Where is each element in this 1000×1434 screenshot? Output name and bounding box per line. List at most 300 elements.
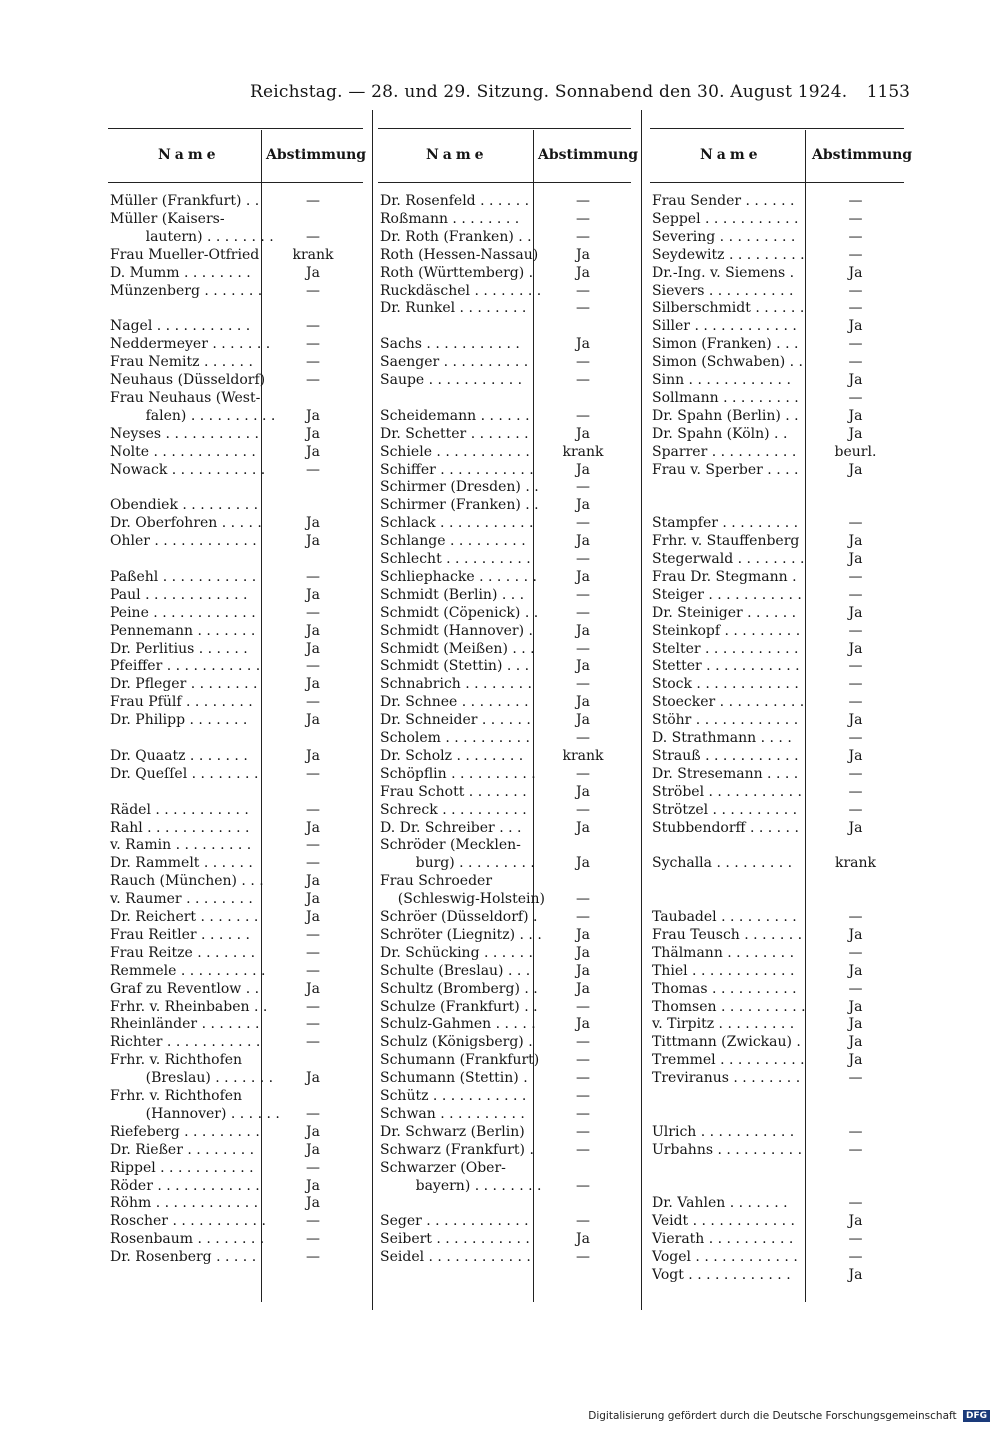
vote-value: — [576, 372, 590, 388]
vote-value: — [576, 909, 590, 925]
list-item [108, 299, 363, 317]
member-name: Tremmel . . . . . . . . . . [652, 1052, 805, 1069]
member-name: Urbahns . . . . . . . . . . [652, 1141, 803, 1158]
list-item [108, 407, 363, 425]
list-item [650, 711, 904, 729]
member-name: Rädel . . . . . . . . . . . [110, 801, 249, 818]
member-name: Scholem . . . . . . . . . . [380, 730, 530, 746]
member-name: Dr. Philipp . . . . . . . [110, 712, 248, 729]
vote-value: — [306, 926, 320, 943]
list-item [108, 192, 363, 210]
vote-value: Ja [576, 694, 590, 711]
list-item [650, 1248, 904, 1266]
list-item [378, 1248, 631, 1266]
list-item [108, 604, 363, 622]
vote-value: — [306, 336, 320, 353]
column-divider [372, 110, 373, 1310]
member-name: Schreck . . . . . . . . . . [380, 801, 527, 818]
vote-value: Ja [306, 873, 320, 890]
member-name: Schirmer (Franken) . . [380, 497, 539, 514]
vote-value: Ja [848, 461, 863, 478]
list-item [378, 819, 631, 837]
list-item [378, 532, 631, 550]
member-name: Dr. Roth (Franken) . . [380, 228, 532, 245]
list-item [650, 568, 904, 586]
member-name: D. Mumm . . . . . . . . [110, 264, 251, 281]
vote-value: Ja [306, 1123, 320, 1140]
member-name: Roth (Hessen-Nassau) [380, 246, 539, 263]
list-item [650, 228, 904, 246]
member-name: Dr. Rießer . . . . . . . . [110, 1141, 255, 1158]
vote-value: Ja [576, 980, 590, 997]
list-item [650, 747, 904, 765]
list-item [108, 622, 363, 640]
member-name: Schröer (Düsseldorf) . [380, 909, 538, 925]
member-name: D. Dr. Schreiber . . . [380, 819, 522, 836]
vote-value: Ja [306, 712, 320, 729]
list-item [650, 407, 904, 425]
member-name: Neddermeyer . . . . . . . [110, 336, 271, 353]
member-name: (Breslau) . . . . . . . [110, 1070, 274, 1087]
vote-value: — [848, 389, 863, 406]
list-item [108, 640, 363, 658]
list-item [650, 1212, 904, 1230]
member-name: Schultz (Bromberg) . . [380, 980, 538, 997]
member-name: Seydewitz . . . . . . . . . [652, 246, 805, 263]
list-item [108, 443, 363, 461]
list-item [378, 1105, 631, 1123]
member-name: Stelter . . . . . . . . . . . [652, 640, 799, 657]
member-name: Veidt . . . . . . . . . . . . [652, 1213, 795, 1230]
member-name: Frau Pfülf . . . . . . . . [110, 694, 253, 711]
list-item [108, 1159, 363, 1177]
list-item [378, 836, 631, 854]
list-item [378, 854, 631, 872]
vote-value: — [576, 1052, 590, 1069]
list-item [108, 1069, 363, 1087]
vote-value: krank [562, 747, 604, 764]
vote-value: — [576, 1177, 590, 1194]
member-name: Frau Neuhaus (West- [110, 389, 261, 406]
column-divider [641, 110, 642, 1310]
vote-value: Ja [576, 425, 590, 442]
vote-value: Ja [848, 1052, 863, 1069]
list-item [108, 944, 363, 962]
vote-value: — [576, 1034, 590, 1051]
member-name: Schiele . . . . . . . . . . . [380, 443, 530, 460]
list-item [650, 371, 904, 389]
list-item [650, 1033, 904, 1051]
vote-value: — [576, 586, 590, 603]
vote-value: — [576, 1141, 590, 1158]
member-name: Pennemann . . . . . . . [110, 622, 256, 639]
list-item [650, 872, 904, 890]
member-name: Vogt . . . . . . . . . . . . [652, 1267, 791, 1283]
member-name: Dr. Stresemann . . . . [652, 765, 799, 782]
vote-value: — [306, 1249, 320, 1266]
column-rule [108, 128, 363, 129]
vote-value: — [848, 336, 863, 353]
list-item [108, 675, 363, 693]
vote-value: — [306, 282, 320, 299]
member-name: Ohler . . . . . . . . . . . . [110, 533, 257, 550]
vote-value: — [848, 980, 863, 997]
vote-value: Ja [306, 640, 320, 657]
list-item [108, 765, 363, 783]
member-name: Schmidt (Hannover) . [380, 622, 533, 639]
list-item [650, 926, 904, 944]
member-name: Nowack . . . . . . . . . . . [110, 461, 266, 478]
list-item [650, 783, 904, 801]
list-item [108, 550, 363, 568]
list-item [378, 335, 631, 353]
vote-value: — [306, 193, 320, 209]
list-item [650, 532, 904, 550]
vote-value: Ja [576, 568, 590, 585]
list-item [378, 478, 631, 496]
column-header-row [378, 130, 639, 183]
list-item [108, 1248, 363, 1266]
member-name: Strauß . . . . . . . . . . . [652, 747, 799, 764]
vote-value: — [848, 210, 863, 227]
list-item [650, 210, 904, 228]
list-item [108, 1123, 363, 1141]
member-name: Sachs . . . . . . . . . . . [380, 336, 520, 353]
vote-value: — [576, 551, 590, 567]
list-item [108, 568, 363, 586]
list-item [650, 443, 904, 461]
list-item [108, 657, 363, 675]
member-name: Thomas . . . . . . . . . . [652, 980, 797, 997]
vote-value: Ja [848, 407, 863, 424]
list-item [378, 550, 631, 568]
vote-value: Ja [576, 819, 590, 836]
member-name: Schlack . . . . . . . . . . . [380, 515, 534, 532]
member-name: Saupe . . . . . . . . . . . [380, 372, 523, 388]
vote-value: — [576, 193, 590, 209]
member-name: Peine . . . . . . . . . . . . [110, 604, 256, 621]
member-name: Riefeberg . . . . . . . . . [110, 1123, 260, 1140]
member-name: Seidel . . . . . . . . . . . . [380, 1249, 531, 1266]
member-name: Roth (Württemberg) . [380, 264, 534, 281]
vote-value: — [576, 354, 590, 371]
member-name: Seibert . . . . . . . . . . . [380, 1231, 530, 1248]
list-item [378, 299, 631, 317]
list-item [650, 317, 904, 335]
vote-value: krank [292, 246, 334, 263]
member-name: Schulz-Gahmen . . . . . [380, 1016, 536, 1033]
vote-value: Ja [306, 980, 320, 997]
list-item [378, 1230, 631, 1248]
list-item [650, 765, 904, 783]
list-item [650, 353, 904, 371]
vote-value: — [848, 622, 863, 639]
vote-value: Ja [306, 622, 320, 639]
vote-value: Ja [848, 372, 863, 388]
list-item [108, 317, 363, 335]
list-item [650, 389, 904, 407]
vote-value: — [848, 1123, 863, 1140]
vote-value: — [848, 1231, 863, 1248]
list-item [378, 514, 631, 532]
member-name: Dr. Quaatz . . . . . . . [110, 747, 248, 764]
vote-value: Ja [848, 819, 863, 836]
list-item [378, 586, 631, 604]
member-name: Schumann (Frankfurt) [380, 1052, 540, 1069]
member-name: Schumann (Stettin) . [380, 1070, 528, 1087]
list-item [378, 371, 631, 389]
member-name: Dr. Rosenberg . . . . . [110, 1249, 257, 1266]
list-item [650, 657, 904, 675]
list-item [108, 371, 363, 389]
vote-value: Ja [848, 533, 863, 550]
member-name: Frhr. v. Rheinbaben . . [110, 998, 268, 1015]
list-item [108, 282, 363, 300]
member-name: Severing . . . . . . . . . [652, 228, 796, 245]
member-name: Frau Reitze . . . . . . . [110, 944, 256, 961]
member-name: Dr. Spahn (Köln) . . [652, 425, 788, 442]
member-name: Münzenberg . . . . . . . [110, 282, 263, 299]
list-item [650, 299, 904, 317]
vote-value: — [576, 765, 590, 782]
vote-value: — [306, 962, 320, 979]
list-item [108, 962, 363, 980]
page-header [250, 82, 910, 106]
list-item [108, 1212, 363, 1230]
member-name: Paul . . . . . . . . . . . . [110, 586, 248, 603]
list-item [108, 586, 363, 604]
list-item [108, 353, 363, 371]
list-item [378, 1212, 631, 1230]
list-item [650, 908, 904, 926]
vote-value: — [848, 1141, 863, 1158]
list-item [378, 926, 631, 944]
member-name: (Schleswig-Holstein) [380, 891, 545, 908]
footer-text: Digitalisierung gefördert durch die Deutsche Forschungsgemeinschaft [588, 1410, 957, 1422]
vote-value: — [306, 944, 320, 961]
member-name: v. Ramin . . . . . . . . . [110, 837, 252, 854]
column-header-vote: Abstimmung [266, 147, 367, 163]
member-name: Obendiek . . . . . . . . . [110, 497, 259, 514]
list-item [378, 210, 631, 228]
member-name: Rosenbaum . . . . . . . . [110, 1231, 265, 1248]
member-name: lautern) . . . . . . . . [110, 228, 274, 245]
list-item [378, 640, 631, 658]
list-item [378, 622, 631, 640]
list-item [108, 980, 363, 998]
member-name: Thomsen . . . . . . . . . . [652, 998, 806, 1015]
member-name: Neuhaus (Düsseldorf) [110, 372, 266, 388]
list-item [650, 622, 904, 640]
list-item [378, 407, 631, 425]
vote-value: — [848, 658, 863, 675]
vote-value: Ja [576, 264, 590, 281]
member-name: Stubbendorff . . . . . . [652, 819, 799, 836]
member-name: Müller (Frankfurt) . . [110, 193, 260, 209]
vote-column-2 [378, 128, 639, 1303]
vote-value: Ja [306, 264, 320, 281]
member-name: Dr. Schneider . . . . . . [380, 712, 531, 729]
member-name: Steinkopf . . . . . . . . . [652, 622, 801, 639]
member-name: Frau Schott . . . . . . . [380, 783, 527, 800]
vote-value: Ja [848, 264, 863, 281]
list-item [108, 389, 363, 407]
member-name: Dr. Perlitius . . . . . . [110, 640, 248, 657]
member-name: falen) . . . . . . . . . . [110, 407, 276, 424]
member-name: Dr. Pfleger . . . . . . . . [110, 676, 258, 693]
member-name: Graf zu Reventlow . . [110, 980, 260, 997]
vote-value: — [848, 515, 863, 532]
member-name: Frau Sender . . . . . . [652, 193, 795, 209]
list-item [378, 1177, 631, 1195]
vote-value: — [576, 676, 590, 693]
vote-value: — [306, 855, 320, 872]
footer-credit [588, 1410, 990, 1422]
vote-value: — [306, 1159, 320, 1176]
member-name: Schulte (Breslau) . . . [380, 962, 531, 979]
vote-value: Ja [848, 425, 863, 442]
list-item [378, 389, 631, 407]
vote-value: Ja [576, 1016, 590, 1033]
member-name: Saenger . . . . . . . . . . [380, 354, 529, 371]
vote-value: — [576, 1249, 590, 1266]
column-header-vote: Abstimmung [812, 147, 913, 163]
vote-value: — [306, 837, 320, 854]
vote-value: Ja [576, 1231, 590, 1248]
member-name: Dr. Reichert . . . . . . . [110, 909, 259, 925]
list-item [650, 1051, 904, 1069]
member-name: Ströbel . . . . . . . . . . . [652, 783, 802, 800]
member-name: Schiffer . . . . . . . . . . . [380, 461, 534, 478]
list-item [378, 1087, 631, 1105]
list-item [108, 496, 363, 514]
list-item [650, 282, 904, 300]
column-rule [378, 128, 631, 129]
list-item [650, 998, 904, 1016]
list-item [378, 228, 631, 246]
list-item [378, 944, 631, 962]
member-name: Schmidt (Cöpenick) . . [380, 604, 539, 621]
list-item [378, 657, 631, 675]
member-name: Strötzel . . . . . . . . . . [652, 801, 798, 818]
vote-value: Ja [576, 926, 590, 943]
list-item [108, 228, 363, 246]
vote-value: Ja [306, 819, 320, 836]
vote-value: — [848, 586, 863, 603]
list-item [108, 1194, 363, 1212]
list-item [108, 1033, 363, 1051]
vote-value: Ja [306, 533, 320, 550]
list-item [378, 1141, 631, 1159]
vote-value: — [848, 1249, 863, 1266]
member-name: Frhr. v. Richthofen [110, 1088, 243, 1104]
list-item [650, 1141, 904, 1159]
list-item [378, 729, 631, 747]
list-item [378, 1194, 631, 1212]
vote-value: — [306, 658, 320, 675]
list-item [108, 747, 363, 765]
page-title: Reichstag. — 28. und 29. Sitzung. Sonnabend den 30. August 1924. [250, 82, 848, 102]
vote-value: Ja [576, 533, 590, 550]
vote-value: Ja [848, 712, 863, 729]
member-name: Stoecker . . . . . . . . . . [652, 694, 805, 711]
member-name: Dr. Oberfohren . . . . . [110, 515, 262, 532]
vote-value: Ja [576, 944, 590, 961]
vote-value: — [576, 998, 590, 1015]
member-name: Rheinländer . . . . . . . [110, 1016, 260, 1033]
list-item [378, 496, 631, 514]
list-item [378, 604, 631, 622]
list-item [650, 1105, 904, 1123]
vote-value: — [306, 998, 320, 1015]
list-item [378, 425, 631, 443]
list-item [108, 1105, 363, 1123]
vote-value: — [576, 407, 590, 424]
member-name: Scheidemann . . . . . . [380, 407, 530, 424]
list-item [378, 711, 631, 729]
vote-value: Ja [576, 712, 590, 729]
member-name: D. Strathmann . . . . [652, 730, 792, 746]
member-name: Frhr. v. Stauffenberg [652, 533, 800, 550]
vote-value: — [306, 1034, 320, 1051]
member-name: Schulze (Frankfurt) . . [380, 998, 538, 1015]
list-item [650, 461, 904, 479]
member-name: Schnabrich . . . . . . . . [380, 676, 533, 693]
member-name: Sinn . . . . . . . . . . . . [652, 372, 791, 388]
member-name: Dr. Rosenfeld . . . . . . [380, 193, 530, 209]
list-item [650, 1015, 904, 1033]
vote-value: Ja [306, 425, 320, 442]
member-name: Simon (Franken) . . . [652, 336, 799, 353]
member-name: Treviranus . . . . . . . . [652, 1070, 801, 1087]
list-item [108, 890, 363, 908]
member-name: Silberschmidt . . . . . . [652, 300, 805, 317]
vote-value: Ja [848, 747, 863, 764]
vote-value: Ja [576, 658, 590, 675]
column-header-name: Name [426, 147, 488, 163]
vote-value: — [306, 354, 320, 371]
member-name: Roscher . . . . . . . . . . . [110, 1213, 266, 1230]
list-item [650, 586, 904, 604]
column-header-vote: Abstimmung [538, 147, 639, 163]
column-rule [650, 128, 904, 129]
list-item [650, 962, 904, 980]
vote-value: — [306, 372, 320, 388]
vote-value: Ja [306, 1195, 320, 1212]
vote-value: Ja [306, 909, 320, 925]
member-name: Stetter . . . . . . . . . . . [652, 658, 800, 675]
member-name: Frau Schroeder [380, 873, 493, 890]
list-item [108, 246, 363, 264]
vote-value: Ja [576, 622, 590, 639]
member-name: Schöpflin . . . . . . . . . . [380, 765, 536, 782]
vote-value: Ja [848, 926, 863, 943]
list-item [650, 801, 904, 819]
vote-value: Ja [848, 1267, 863, 1283]
vote-value: — [576, 515, 590, 532]
member-name: Rauch (München) . . . [110, 873, 264, 890]
vote-value: — [306, 318, 320, 335]
list-item [378, 568, 631, 586]
vote-value: — [848, 193, 863, 209]
list-item [378, 747, 631, 765]
list-item [650, 246, 904, 264]
member-name: Dr. Schetter . . . . . . . [380, 425, 529, 442]
list-item [378, 908, 631, 926]
vote-value: — [576, 1123, 590, 1140]
list-item [378, 872, 631, 890]
member-name: Vogel . . . . . . . . . . . . [652, 1249, 798, 1266]
